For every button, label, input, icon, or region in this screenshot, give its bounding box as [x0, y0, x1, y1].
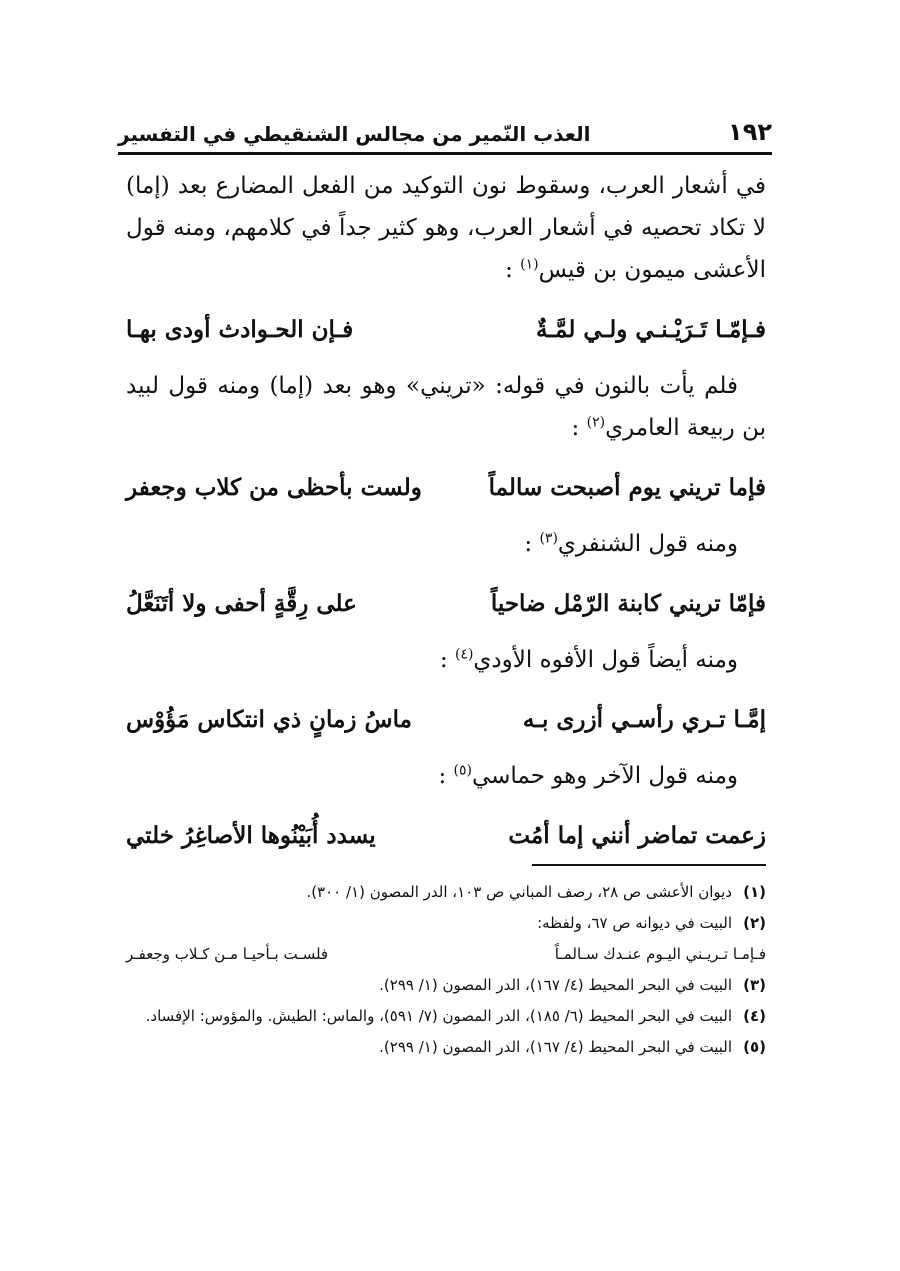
footnote-ref-5: (٥) [453, 762, 472, 779]
footnote-ref-1: (١) [520, 256, 539, 273]
footnote-2 [126, 909, 766, 938]
footnote-3-text: البيت في البحر المحيط (٤/ ١٦٧)، الدر المصون (١/ ٢٩٩). [379, 976, 732, 994]
footnote-verse-first-half: فـإمـا تـريـني اليـوم عنـدك سـالمـاً [554, 945, 766, 963]
header-rule [118, 152, 772, 155]
paragraph-3 [126, 523, 766, 565]
verse-2-second-half: ولست بأحظى من كلاب وجعفر [126, 474, 422, 501]
paragraph-1 [126, 165, 766, 291]
verse-4-second-half: ماسُ زمانٍ ذي انتكاس مَؤُوْس [126, 706, 412, 733]
footnote-verse-second-half: فلسـت بـأحيـا مـن كـلاب وجعفـر [126, 945, 329, 963]
footnote-4-text: البيت في البحر المحيط (٦/ ١٨٥)، الدر المصون (٧/ ٥٩١)، والماس: الطيش. والمؤوس: الإفساد. [145, 1007, 732, 1025]
footnote-5-number: (٥) [743, 1038, 766, 1056]
footnote-2-text: البيت في ديوانه ص ٦٧، ولفظه: [537, 914, 732, 932]
footnote-separator [532, 864, 766, 866]
verse-2 [126, 467, 766, 509]
footnote-ref-4: (٤) [454, 646, 474, 663]
footnote-2-number: (٢) [743, 914, 766, 932]
paragraph-2-text: فلم يأت بالنون في قوله: «تريني» وهو بعد (إما) ومنه قول لبيد بن ربيعة العامري [126, 373, 766, 441]
footnote-5 [126, 1033, 766, 1062]
footnote-1-number: (١) [743, 883, 766, 901]
paragraph-4-colon: : [439, 647, 448, 673]
paragraph-3-text: ومنه قول الشنفري [557, 531, 738, 557]
footnote-1 [126, 878, 766, 907]
paragraph-2-colon: : [571, 415, 580, 441]
footnote-3-number: (٣) [743, 976, 766, 994]
verse-1-second-half: فـإن الحـوادث أودى بهـا [126, 316, 354, 343]
footnote-ref-3: (٣) [539, 530, 558, 547]
paragraph-4 [126, 639, 766, 681]
footnote-5-text: البيت في البحر المحيط (٤/ ١٦٧)، الدر المصون (١/ ٢٩٩). [379, 1038, 732, 1056]
paragraph-1-text: في أشعار العرب، وسقوط نون التوكيد من الفعل المضارع بعد (إما) لا تكاد تحصيه في أشعار العرب، وهو كثير جداً في كلامهم، ومنه قول الأعشى ميمون بن قيس [126, 173, 766, 283]
header-title: العذب النّمير من مجالس الشنقيطي في التفسير [118, 122, 591, 146]
verse-3-first-half: فإمّا تريني كابنة الرّمْل ضاحياً [490, 590, 766, 617]
footnote-ref-2: (٢) [586, 414, 606, 431]
footnote-3 [126, 971, 766, 1000]
footnote-2-verse [126, 940, 766, 969]
running-header [118, 110, 772, 146]
page-number: ١٩٢ [728, 118, 772, 146]
paragraph-2 [126, 365, 766, 449]
verse-1-first-half: فـإمّـا تَـرَيْـنـي ولـي لمَّـةٌ [535, 316, 766, 343]
paragraph-1-colon: : [505, 257, 513, 283]
paragraph-5-colon: : [438, 763, 447, 789]
verse-1 [126, 309, 766, 351]
verse-3-second-half: على رِقَّةٍ أحفى ولا أتَنَعَّلُ [126, 590, 357, 617]
verse-5 [126, 815, 766, 857]
verse-2-first-half: فإما تريني يوم أصبحت سالماً [488, 474, 766, 501]
verse-4-first-half: إمَّـا تـري رأسـي أزرى بـه [522, 706, 766, 733]
main-text [126, 165, 766, 871]
footnote-4-number: (٤) [743, 1007, 766, 1025]
verse-5-second-half: يسدد أُبَيْنُوها الأصاغِرُ خلتي [126, 822, 376, 849]
footnote-1-text: ديوان الأعشى ص ٢٨، رصف المباني ص ١٠٣، الدر المصون (١/ ٣٠٠). [306, 883, 732, 901]
paragraph-4-text: ومنه أيضاً قول الأفوه الأودي [473, 647, 738, 673]
verse-4 [126, 699, 766, 741]
footnote-4 [126, 1002, 766, 1031]
paragraph-5 [126, 755, 766, 797]
footnotes [126, 878, 766, 1064]
verse-3 [126, 583, 766, 625]
paragraph-3-colon: : [524, 531, 533, 557]
paragraph-5-text: ومنه قول الآخر وهو حماسي [471, 763, 738, 789]
verse-5-first-half: زعمت تماضر أنني إما أمُت [508, 822, 766, 849]
